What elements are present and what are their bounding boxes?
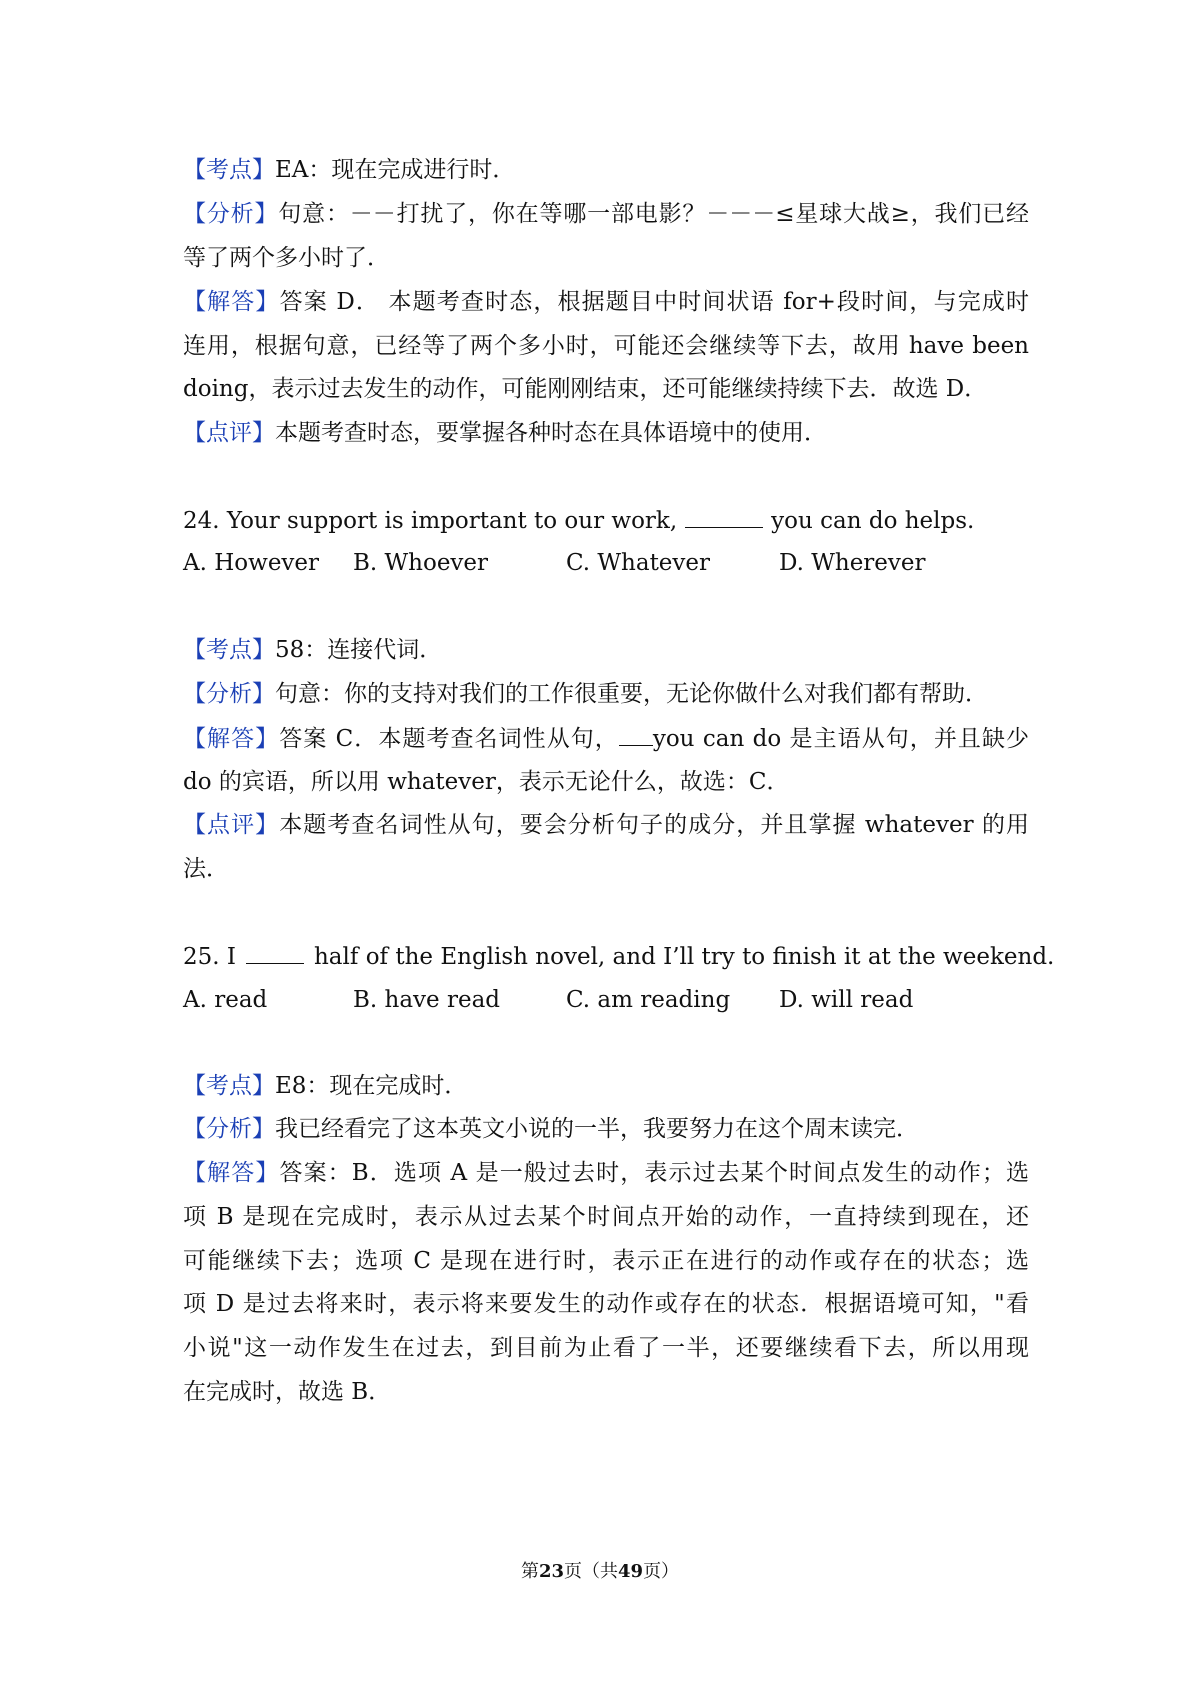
stem-before: 24. Your support is important to our work, xyxy=(183,508,678,534)
page-number: 23 xyxy=(538,1561,564,1582)
jieda-line-5: 小说"这一动作发生在过去，到目前为止看了一半，还要继续看下去，所以用现 xyxy=(183,1335,1029,1361)
fenxi-text: 我已经看完了这本英文小说的一半，我要努力在这个周末读完． xyxy=(275,1116,919,1142)
jieda-text-cont: you can do 是主语从句，并且缺少 xyxy=(652,726,1029,752)
kaodian-line xyxy=(183,155,1029,185)
kaodian-tag: 【考点】 xyxy=(183,1073,275,1099)
stem-after: half of the English novel, and I’ll try to finish it at the weekend. xyxy=(313,944,1055,970)
jieda-line-6: 在完成时，故选 B． xyxy=(183,1379,392,1405)
question-stem xyxy=(183,505,1029,536)
fenxi-line xyxy=(183,1114,1029,1144)
fenxi-line xyxy=(183,679,1029,709)
jieda-tag: 【解答】 xyxy=(183,1160,280,1186)
jieda-line-2: do 的宾语，所以用 whatever，表示无论什么，故选：C． xyxy=(183,769,790,795)
dianping-tag: 【点评】 xyxy=(183,420,275,446)
jieda-line-3: doing，表示过去发生的动作，可能刚刚结束，还可能继续持续下去．故选 D． xyxy=(183,376,988,402)
option-d: D. will read xyxy=(779,987,914,1013)
answer-blank xyxy=(246,941,304,964)
option-a: A. read xyxy=(183,987,268,1013)
total-pages: 49 xyxy=(618,1561,644,1582)
dianping-text: 本题考查名词性从句，要会分析句子的成分，并且掌握 whatever 的用 xyxy=(279,812,1030,838)
footer-prefix: 第 xyxy=(520,1561,539,1582)
kaodian-text: EA：现在完成进行时． xyxy=(275,157,516,183)
jieda-line-4: 项 D 是过去将来时，表示将来要发生的动作或存在的状态．根据语境可知，"看 xyxy=(183,1291,1029,1317)
stem-before: 25. I xyxy=(183,944,236,970)
jieda-line-2: 项 B 是现在完成时，表示从过去某个时间点开始的动作，一直持续到现在，还 xyxy=(183,1204,1029,1230)
stem-after: you can do helps. xyxy=(771,508,975,534)
fenxi-text: 句意：－－打扰了，你在等哪一部电影？－－－≤星球大战≥，我们已经 xyxy=(278,201,1030,227)
fenxi-tag: 【分析】 xyxy=(183,1116,275,1142)
dianping-tag: 【点评】 xyxy=(183,812,280,838)
fenxi-line-2: 等了两个多小时了． xyxy=(183,245,390,271)
kaodian-line xyxy=(183,1071,1029,1101)
jieda-line xyxy=(183,287,1029,317)
jieda-tag: 【解答】 xyxy=(183,289,280,315)
footer-suffix: 页） xyxy=(643,1561,680,1582)
footer-middle: 页（共 xyxy=(564,1561,618,1582)
kaodian-tag: 【考点】 xyxy=(183,637,275,663)
jieda-line-3: 可能继续下去；选项 C 是现在进行时，表示正在进行的动作或存在的状态；选 xyxy=(183,1248,1029,1274)
kaodian-tag: 【考点】 xyxy=(183,157,275,183)
dianping-text: 本题考查时态，要掌握各种时态在具体语境中的使用． xyxy=(275,420,827,446)
kaodian-text: 58：连接代词． xyxy=(275,637,443,663)
fenxi-tag: 【分析】 xyxy=(183,681,275,707)
option-a: A. However xyxy=(183,550,320,576)
option-b: B. have read xyxy=(353,987,501,1013)
answer-blank xyxy=(685,505,763,528)
kaodian-line xyxy=(183,635,1029,665)
jieda-text: 答案 C．本题考查名词性从句， xyxy=(279,726,619,752)
answer-blank xyxy=(619,723,653,746)
jieda-tag: 【解答】 xyxy=(183,726,280,752)
fenxi-line xyxy=(183,199,1029,229)
question-stem xyxy=(183,941,1055,972)
kaodian-text: E8：现在完成时． xyxy=(275,1073,468,1099)
page-footer xyxy=(0,1560,1200,1584)
jieda-line xyxy=(183,1158,1029,1188)
fenxi-text: 句意：你的支持对我们的工作很重要，无论你做什么对我们都有帮助． xyxy=(275,681,988,707)
option-b: B. Whoever xyxy=(353,550,489,576)
jieda-text: 答案 D． 本题考查时态，根据题目中时间状语 for+段时间，与完成时 xyxy=(279,289,1030,315)
dianping-line-2: 法． xyxy=(183,856,229,882)
dianping-line xyxy=(183,418,1029,448)
jieda-line-2: 连用，根据句意，已经等了两个多小时，可能还会继续等下去，故用 have been xyxy=(183,333,1029,359)
jieda-line xyxy=(183,723,1029,754)
option-c: C. am reading xyxy=(566,987,731,1013)
option-c: C. Whatever xyxy=(566,550,711,576)
jieda-text: 答案：B．选项 A 是一般过去时，表示过去某个时间点发生的动作；选 xyxy=(279,1160,1030,1186)
option-d: D. Wherever xyxy=(779,550,926,576)
dianping-line xyxy=(183,810,1029,840)
fenxi-tag: 【分析】 xyxy=(183,201,279,227)
